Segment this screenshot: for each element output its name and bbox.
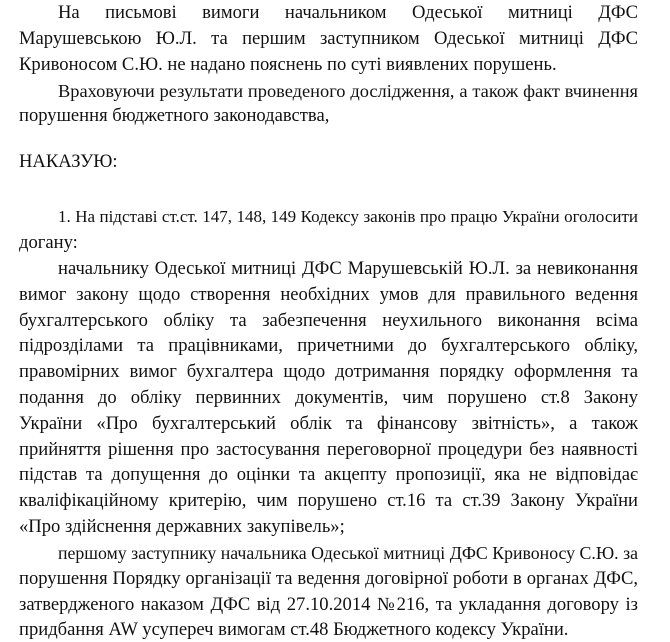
paragraph-line: правомірних вимог бухгалтера щодо дотримання порядку оформлення та (19, 361, 638, 382)
paragraph-line: подання до обліку первинних документів, чим порушено ст.8 Закону (19, 387, 638, 408)
paragraph-line: першому заступнику начальника Одеської митниці ДФС Кривоносу С.Ю. за (58, 543, 638, 563)
paragraph-line: затвердженого наказом ДФС від 27.10.2014 №216, та укладання договору із (19, 594, 638, 615)
item-line: 1. На підставі ст.ст. 147, 148, 149 Кодексу законів про працю України оголосити (58, 207, 638, 226)
paragraph-line: України «Про бухгалтерський облік та фінансову звітність», а також (19, 413, 638, 434)
paragraph-line: На письмові вимоги начальником Одеської митниці ДФС (58, 2, 638, 23)
item-line: догану: (19, 232, 78, 253)
paragraph-line: порушення Порядку організації та ведення договірної роботи в органах ДФС, (19, 568, 638, 589)
paragraph-line: начальнику Одеської митниці ДФС Марушевській Ю.Л. за невиконання (58, 258, 638, 279)
paragraph-line: Враховуючи результати проведеного дослідження, а також факт вчинення (58, 81, 638, 101)
order-heading: НАКАЗУЮ: (19, 151, 118, 172)
paragraph-line: підстав та допущення до оцінки та акцепту пропозиції, яка не відповідає (19, 464, 638, 485)
paragraph-line: бухгалтерського обліку та забезпечення неухильного виконання всіма (19, 310, 638, 331)
paragraph-line: придбання AW усупереч вимогам ст.48 Бюджетного кодексу України. (19, 619, 569, 640)
paragraph-line: кваліфікаційному критерію, чим порушено ст.16 та ст.39 Закону України (19, 490, 638, 511)
paragraph-line: підрозділами та працівниками, причетними до бухгалтерського обліку, (19, 335, 638, 356)
paragraph-line: порушення бюджетного законодавства, (19, 105, 330, 126)
paragraph-line: «Про здійснення державних закупівель»; (19, 516, 345, 537)
paragraph-line: Марушевською Ю.Л. та першим заступником Одеської митниці ДФС (19, 28, 638, 49)
paragraph-line: вимог закону щодо створення необхідних умов для правильного ведення (19, 284, 638, 305)
paragraph-line: Кривоносом С.Ю. не надано пояснень по суті виявлених порушень. (19, 54, 557, 75)
paragraph-line: прийняття рішення про застосування переговорної процедури без наявності (19, 439, 638, 460)
